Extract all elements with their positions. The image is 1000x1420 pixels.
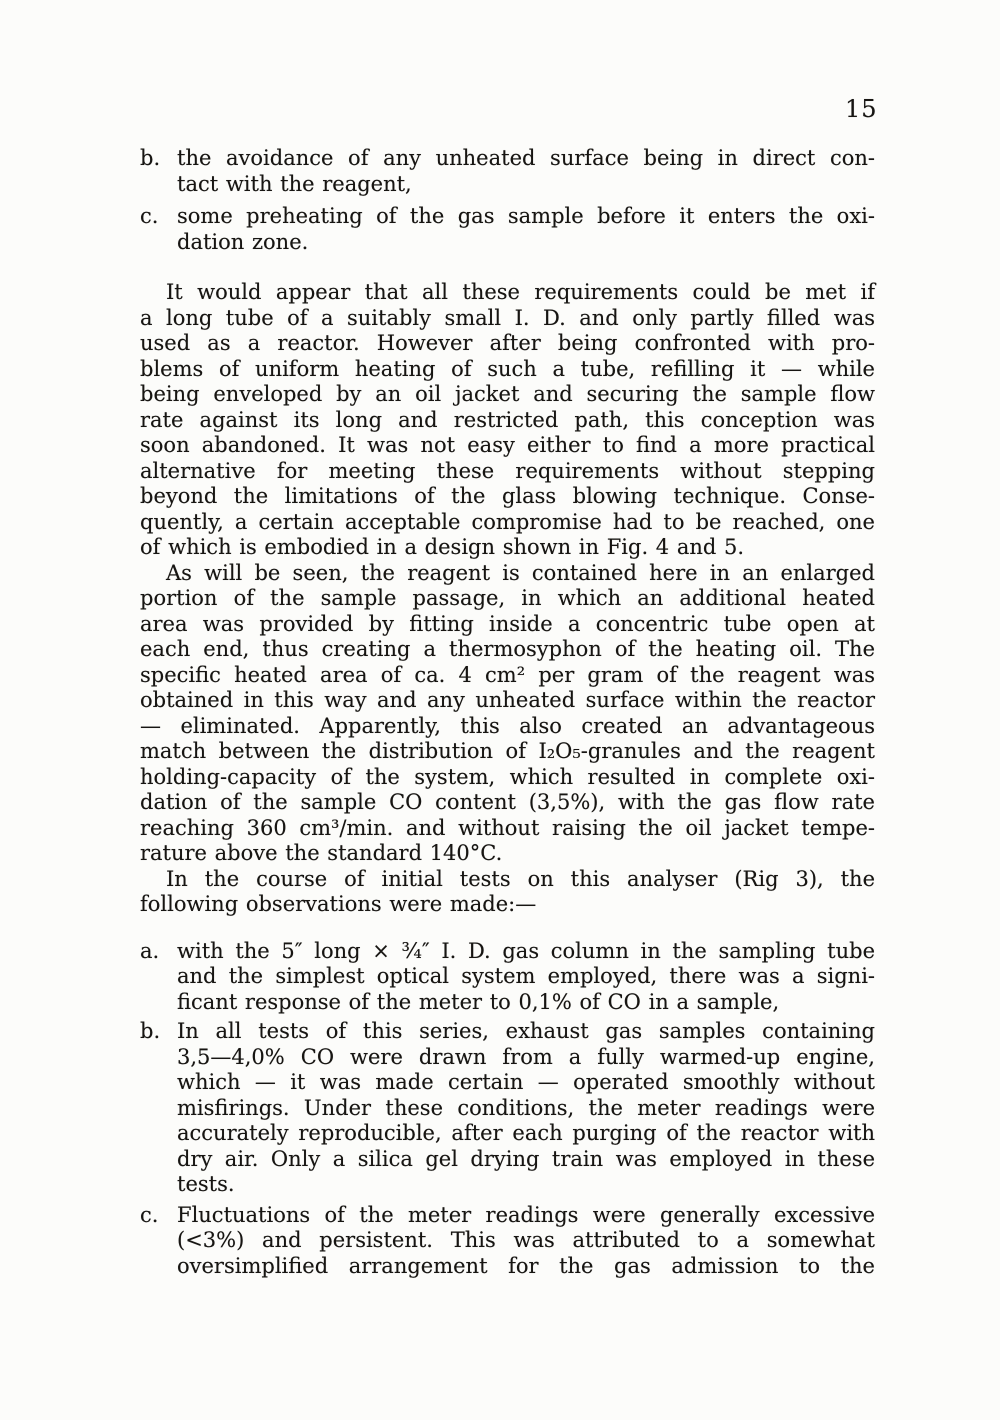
text-line: Fluctuations of the meter readings were generally excessive bbox=[177, 1202, 875, 1227]
text-line: — eliminated. Apparently, this also created an advantageous bbox=[140, 713, 875, 738]
page-number: 15 bbox=[845, 95, 878, 123]
text-line: used as a reactor. However after being confronted with pro- bbox=[140, 331, 875, 355]
text-line: ficant response of the meter to 0,1% of CO in a sample, bbox=[177, 989, 780, 1014]
list-item bbox=[140, 1203, 875, 1280]
text-line: following observations were made:— bbox=[140, 892, 537, 916]
list-marker: b. bbox=[140, 146, 161, 170]
text-line: dation of the sample CO content (3,5%), with the gas flow rate bbox=[140, 790, 875, 814]
text-line: In the course of initial tests on this analyser (Rig 3), the bbox=[166, 866, 875, 891]
text-line: obtained in this way and any unheated surface within the reactor bbox=[140, 688, 875, 712]
text-line: blems of uniform heating of such a tube, refilling it — while bbox=[140, 356, 875, 381]
text-line: specific heated area of ca. 4 cm² per gram of the reagent was bbox=[140, 662, 875, 687]
paragraph bbox=[140, 561, 875, 867]
list-item bbox=[140, 146, 875, 197]
list-item-text bbox=[177, 1019, 875, 1198]
list-marker: c. bbox=[140, 1202, 159, 1227]
text-line: each end, thus creating a thermosyphon of the heating oil. The bbox=[140, 637, 875, 661]
text-line: As will be seen, the reagent is contained here in an enlarged bbox=[166, 560, 875, 585]
list-marker: a. bbox=[140, 938, 160, 963]
list-item-text bbox=[177, 146, 875, 197]
text-line: tests. bbox=[177, 1172, 235, 1196]
text-line: portion of the sample passage, in which an additional heated bbox=[140, 586, 875, 610]
text-line: match between the distribution of I₂O₅-granules and the reagent bbox=[140, 739, 875, 763]
list-marker: c. bbox=[140, 204, 159, 228]
text-line: It would appear that all these requirements could be met if bbox=[166, 280, 875, 304]
text-line: In all tests of this series, exhaust gas samples containing bbox=[177, 1019, 875, 1043]
text-line: (<3%) and persistent. This was attributed to a somewhat bbox=[177, 1228, 875, 1252]
paragraph bbox=[140, 867, 875, 918]
text-line: alternative for meeting these requirements without stepping bbox=[140, 458, 875, 483]
text-line: which — it was made certain — operated smoothly without bbox=[177, 1070, 875, 1094]
list-item-text bbox=[177, 939, 875, 1016]
list-marker: b. bbox=[140, 1019, 161, 1043]
text-line: the avoidance of any unheated surface being in direct con- bbox=[177, 146, 875, 170]
text-line: accurately reproducible, after each purging of the reactor with bbox=[177, 1121, 875, 1145]
text-line: some preheating of the gas sample before it enters the oxi- bbox=[177, 204, 875, 228]
list-item bbox=[140, 1019, 875, 1198]
text-line: with the 5″ long × ¾″ I. D. gas column in the sampling tube bbox=[177, 938, 875, 963]
text-column bbox=[140, 146, 875, 1279]
text-line: misfirings. Under these conditions, the meter readings were bbox=[177, 1095, 875, 1120]
text-line: of which is embodied in a design shown in Fig. 4 and 5. bbox=[140, 535, 745, 559]
text-line: beyond the limitations of the glass blowing technique. Conse- bbox=[140, 484, 875, 508]
text-line: dry air. Only a silica gel drying train was employed in these bbox=[177, 1146, 875, 1171]
text-line: rature above the standard 140°C. bbox=[140, 841, 503, 865]
text-line: a long tube of a suitably small I. D. and only partly filled was bbox=[140, 305, 875, 330]
text-line: tact with the reagent, bbox=[177, 171, 412, 196]
text-line: holding-capacity of the system, which resulted in complete oxi- bbox=[140, 764, 875, 789]
text-line: soon abandoned. It was not easy either to find a more practical bbox=[140, 433, 875, 457]
text-line: dation zone. bbox=[177, 229, 309, 254]
list-item-text bbox=[177, 1203, 875, 1280]
text-line: 3,5—4,0% CO were drawn from a fully warmed-up engine, bbox=[177, 1044, 875, 1069]
paragraph bbox=[140, 280, 875, 561]
list-item bbox=[140, 939, 875, 1016]
text-line: area was provided by fitting inside a concentric tube open at bbox=[140, 611, 875, 636]
text-line: being enveloped by an oil jacket and securing the sample flow bbox=[140, 382, 875, 406]
text-line: and the simplest optical system employed, there was a signi- bbox=[177, 964, 875, 988]
text-line: oversimplified arrangement for the gas admission to the bbox=[177, 1253, 875, 1278]
list-item-text bbox=[177, 204, 875, 255]
text-line: reaching 360 cm³/min. and without raising the oil jacket tempe- bbox=[140, 815, 875, 840]
text-line: rate against its long and restricted path, this conception was bbox=[140, 407, 875, 432]
text-line: quently, a certain acceptable compromise had to be reached, one bbox=[140, 509, 875, 534]
list-item bbox=[140, 204, 875, 255]
